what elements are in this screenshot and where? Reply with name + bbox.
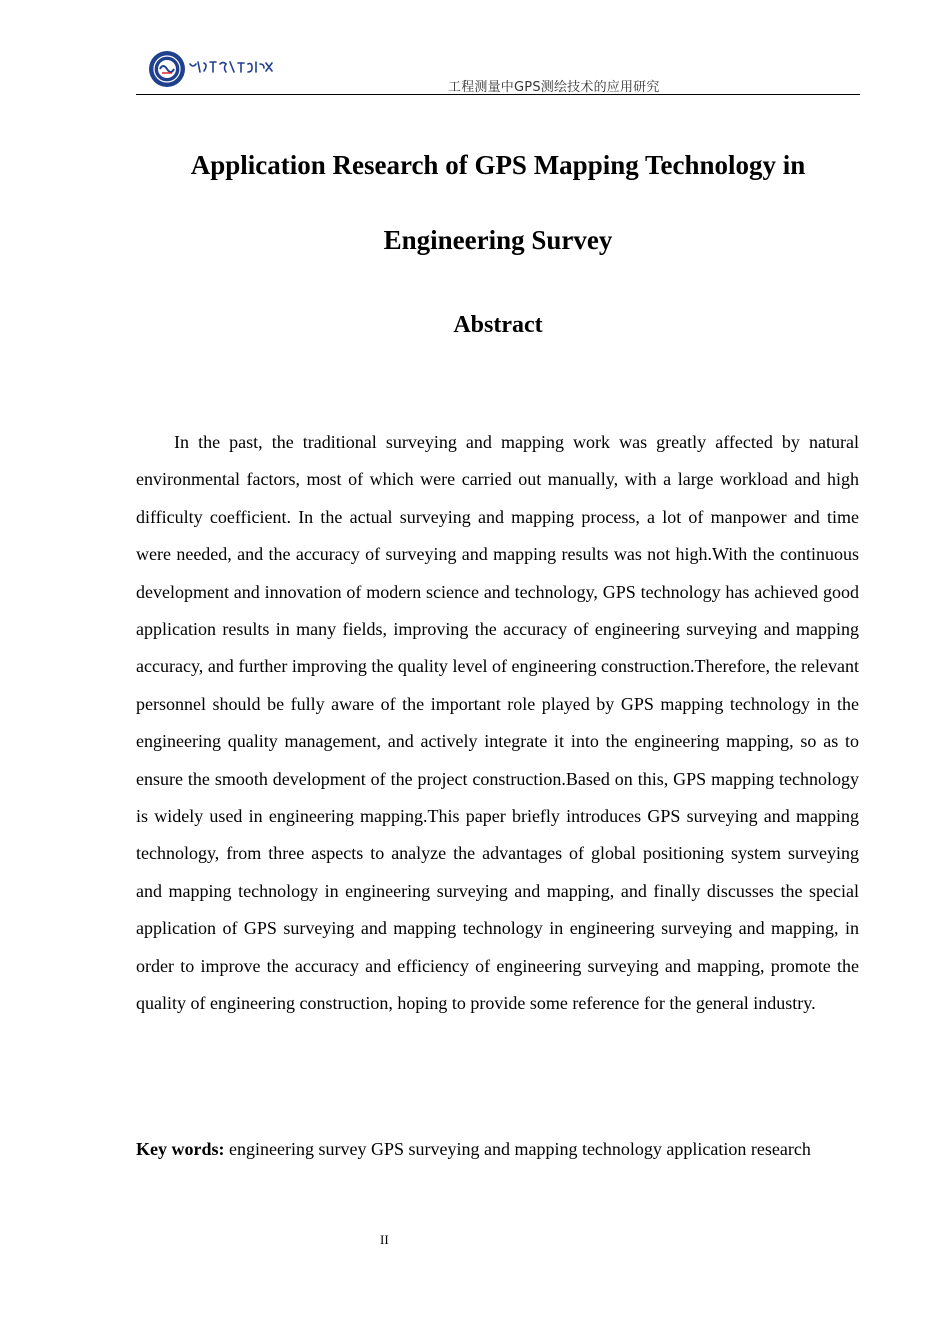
school-logo-icon bbox=[148, 50, 278, 90]
school-logo bbox=[148, 50, 278, 90]
abstract-heading: Abstract bbox=[453, 312, 543, 338]
abstract-body: In the past, the traditional surveying and mapping work was greatly affected by natural environmental factors, most of which were carried out manually, with a large workload and high difficulty coefficient. In the actual surveying and mapping process, a lot of manpower and time were needed, and the accuracy of surveying and mapping results was not high.With the continuous development and innovation of modern science and technology, GPS technology has achieved good application results in many fields, improving the accuracy of engineering surveying and mapping accuracy, and further improving the quality level of engineering construction.Therefore, the relevant personnel should be fully aware of the important role played by GPS mapping technology in the engineering quality management, and actively integrate it into the engineering mapping, so as to ensure the smooth development of the project construction.Based on this, GPS mapping technology is widely used in engineering mapping.This paper briefly introduces GPS surveying and mapping technology, from three aspects to analyze the advantages of global positioning system surveying and mapping technology in engineering surveying and mapping, and finally discusses the special application of GPS surveying and mapping technology in engineering surveying and mapping, in order to improve the accuracy and efficiency of engineering surveying and mapping, promote the quality of engineering construction, hoping to provide some reference for the general industry. bbox=[136, 432, 859, 1014]
header-rule bbox=[136, 94, 860, 95]
paper-title-line-1: Application Research of GPS Mapping Technology in bbox=[190, 150, 806, 180]
paper-title-line-2: Engineering Survey bbox=[383, 225, 613, 255]
page-number: II bbox=[380, 1232, 389, 1247]
running-header: 工程测量中GPS测绘技术的应用研究 bbox=[448, 80, 660, 95]
keywords-label: Key words: bbox=[136, 1139, 225, 1159]
keywords bbox=[136, 1131, 876, 1168]
keywords-text: engineering survey GPS surveying and mapping technology application research bbox=[229, 1139, 811, 1159]
paper-title bbox=[136, 128, 860, 278]
